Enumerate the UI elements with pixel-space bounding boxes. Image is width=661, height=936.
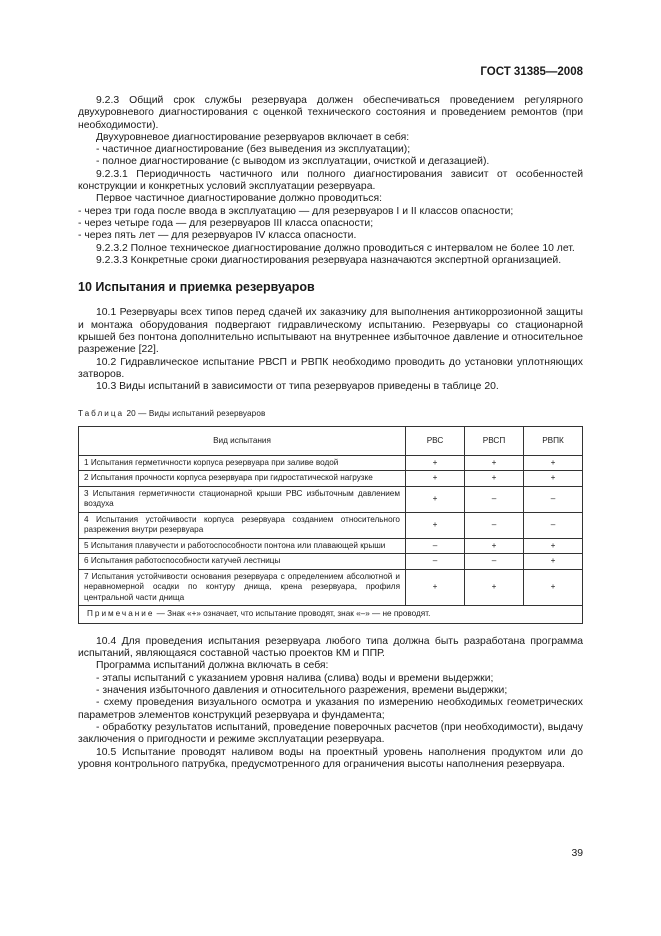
paragraph-10-3: 10.3 Виды испытаний в зависимости от типа резервуаров приведены в таблице 20. (96, 381, 499, 393)
table-header-rvpk: РВПК (524, 426, 583, 455)
table-cell-rvpk: + (524, 569, 583, 606)
list-item: - через пять лет — для резервуаров IV класса опасности. (78, 230, 357, 242)
table-note-row (79, 606, 583, 624)
list-item: - обработку результатов испытаний, проведение поверочных расчетов (при необходимости), выдачу заключения о пригодности и режиме эксплуатации резервуара. (78, 721, 583, 746)
paragraph: Программа испытаний должна включать в себя: (96, 660, 329, 672)
paragraph-9-2-3-1: 9.2.3.1 Периодичность частичного или полного диагностирования зависит от особенностей конструкции и конкретных условий эксплуатации резервуара. (78, 168, 583, 193)
paragraph: Первое частичное диагностирование должно проводиться: (96, 193, 382, 205)
spacer (78, 624, 583, 636)
table-cell-test: 6 Испытания работоспособности катучей лестницы (79, 554, 406, 570)
table-cell-rvsp: + (465, 455, 524, 471)
table-cell-rvs: + (406, 455, 465, 471)
table-cell-rvsp: – (465, 486, 524, 512)
paragraph-10-2: 10.2 Гидравлическое испытание РВСП и РВПК необходимо проводить до установки уплотняющих затворов. (78, 356, 583, 380)
table-row (79, 455, 583, 471)
table-row (79, 486, 583, 512)
table-cell-rvs: – (406, 554, 465, 570)
table-cell-rvsp: – (465, 554, 524, 570)
table-header-rvsp: РВСП (465, 426, 524, 455)
tests-table (78, 426, 583, 624)
list-item: - этапы испытаний с указанием уровня налива (слива) воды и времени выдержки; (96, 672, 494, 684)
table-note (79, 606, 583, 624)
page-number: 39 (571, 848, 583, 859)
list-item: - частичное диагностирование (без выведения из эксплуатации); (96, 144, 411, 156)
list-item: - через четыре года — для резервуаров III класса опасности; (78, 217, 374, 229)
table-header-rvs: РВС (406, 426, 465, 455)
table-cell-test: 2 Испытания прочности корпуса резервуара при гидростатической нагрузке (79, 471, 406, 487)
table-cell-rvpk: + (524, 471, 583, 487)
table-note-text: — Знак «+» означает, что испытание проводят, знак «–» — не проводят. (156, 609, 431, 619)
table-caption (78, 408, 583, 420)
table-cell-rvpk: – (524, 486, 583, 512)
table-row (79, 554, 583, 570)
table-note-word: Примечание (87, 609, 155, 619)
paragraph-10-5: 10.5 Испытание проводят наливом воды на проектный уровень наполнения продуктом или до уровня контрольного патрубка, предусмотренного для ограничения высоты наполнения резервуара. (78, 746, 583, 770)
paragraph-9-2-3: 9.2.3 Общий срок службы резервуара должен обеспечиваться проведением регулярного двухуровневого диагностирования с оценкой технического состояния и проведением ремонтов (при необходимости). (78, 95, 583, 131)
table-cell-test: 7 Испытания устойчивости основания резервуара с определением абсолютной и неравномерной осадки по контуру днища, крена резервуара, профиля центральной части днища (79, 569, 406, 606)
list-item: - полное диагностирование (с выводом из эксплуатации, очисткой и дегазацией). (96, 156, 490, 168)
table-cell-test: 4 Испытания устойчивости корпуса резервуара созданием относительного разрежения внутри резервуара (79, 512, 406, 538)
section-heading: 10 Испытания и приемка резервуаров (78, 280, 315, 295)
table-cell-rvs: + (406, 569, 465, 606)
table-header-row (79, 426, 583, 455)
table-cell-rvsp: + (465, 538, 524, 554)
table-header-test-type: Вид испытания (79, 426, 406, 455)
table-cell-test: 1 Испытания герметичности корпуса резервуара при заливе водой (79, 455, 406, 471)
table-row (79, 538, 583, 554)
table-row (79, 471, 583, 487)
paragraph-10-1: 10.1 Резервуары всех типов перед сдачей их заказчику для выполнения антикоррозионной защиты и монтажа оборудования подвергают гидравлическому испытанию. Резервуары со стационарной крышей без понтона дополнительно испытывают на внутреннее избыточное давление и относительное разрежение [22]. (78, 307, 583, 356)
table-cell-rvpk: + (524, 538, 583, 554)
paragraph: Двухуровневое диагностирование резервуаров включает в себя: (96, 131, 410, 143)
table-cell-rvpk: – (524, 512, 583, 538)
table-cell-rvs: + (406, 512, 465, 538)
table-cell-rvpk: + (524, 554, 583, 570)
table-cell-rvsp: + (465, 569, 524, 606)
paragraph-9-2-3-2: 9.2.3.2 Полное техническое диагностирование должно проводиться с интервалом не более 10 лет. (96, 242, 575, 254)
table-cell-rvsp: – (465, 512, 524, 538)
table-cell-rvpk: + (524, 455, 583, 471)
table-cell-rvsp: + (465, 471, 524, 487)
list-item: - значения избыточного давления и относительного разрежения, времени выдержки; (96, 685, 508, 697)
list-item: - схему проведения визуального осмотра и указания по измерению необходимых геометрических параметров элементов конструкций резервуара и фундамента; (78, 697, 583, 721)
document-body (78, 95, 583, 771)
table-cell-test: 3 Испытания герметичности стационарной крыши РВС избыточным давлением воздуха (79, 486, 406, 512)
table-cell-rvs: + (406, 471, 465, 487)
table-cell-rvs: – (406, 538, 465, 554)
paragraph-9-2-3-3: 9.2.3.3 Конкретные сроки диагностирования резервуара назначаются экспертной организацией. (96, 254, 562, 266)
table-caption-text: 20 — Виды испытаний резервуаров (126, 408, 266, 418)
paragraph-10-4: 10.4 Для проведения испытания резервуара любого типа должна быть разработана программа испытаний, являющаяся составной частью проектов КМ и ППР. (78, 635, 583, 660)
table-cell-test: 5 Испытания плавучести и работоспособности понтона или плавающей крыши (79, 538, 406, 554)
table-row (79, 512, 583, 538)
table-cell-rvs: + (406, 486, 465, 512)
list-item: - через три года после ввода в эксплуатацию — для резервуаров I и II классов опасности; (78, 205, 514, 217)
document-code: ГОСТ 31385—2008 (480, 66, 583, 78)
table-row (79, 569, 583, 606)
table-caption-word: Таблица (78, 408, 125, 418)
